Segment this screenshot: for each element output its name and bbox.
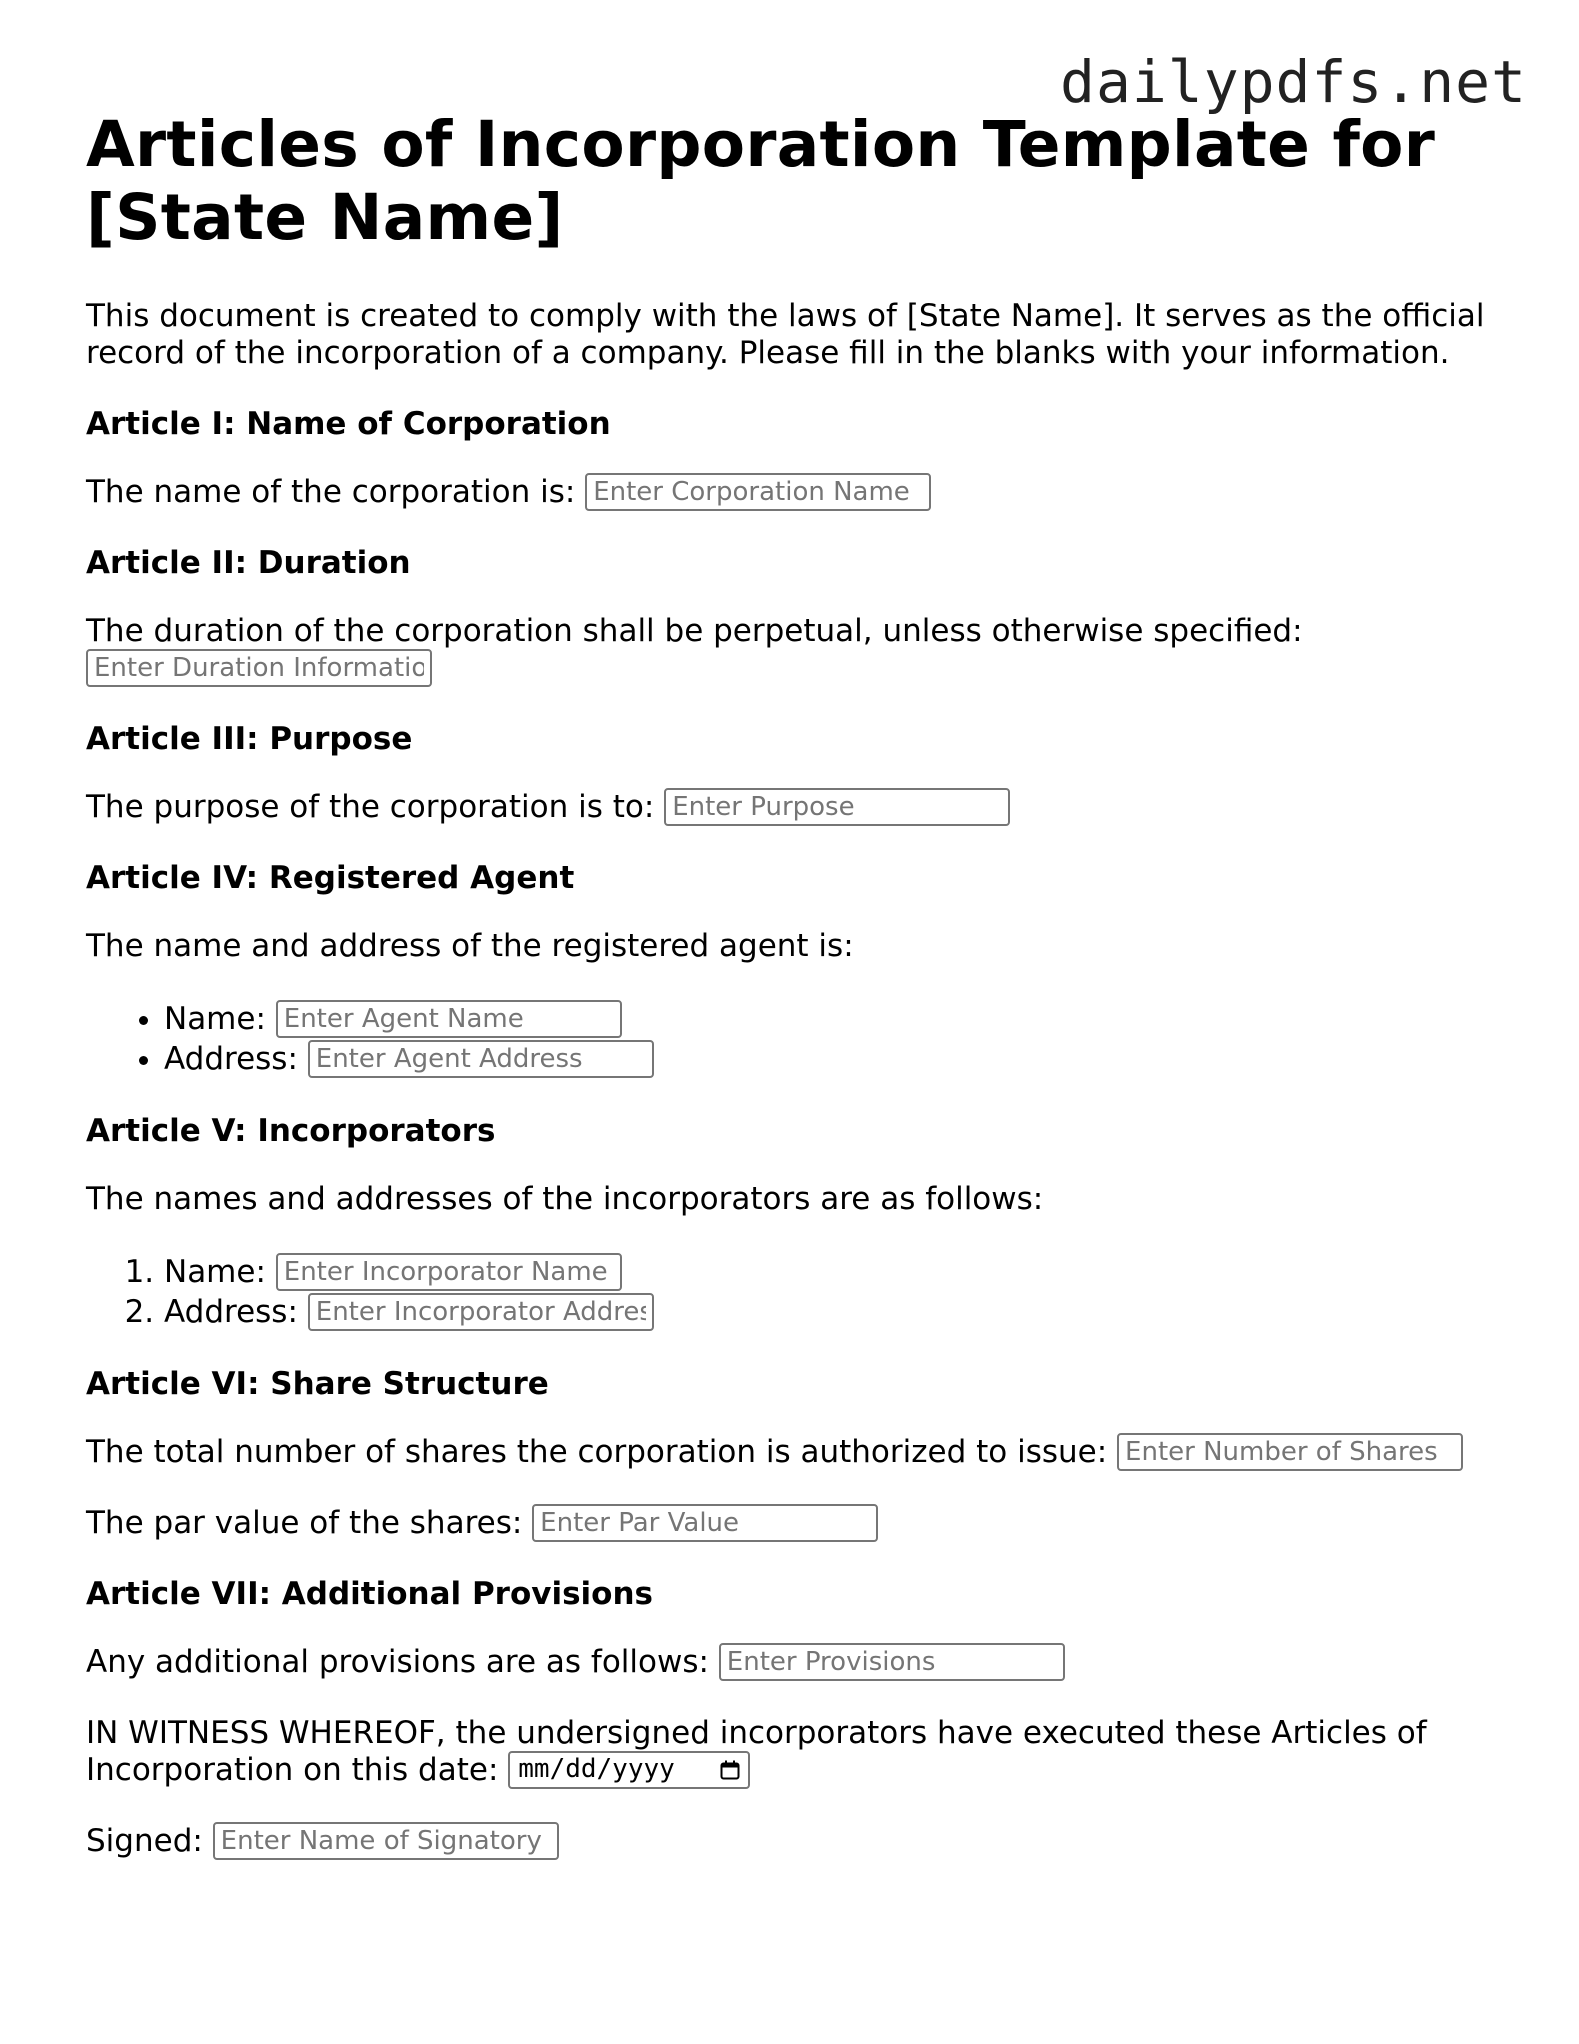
date-input[interactable]: [508, 1751, 750, 1789]
incorporator-name-input[interactable]: [276, 1253, 622, 1291]
registered-agent-list: [86, 999, 1506, 1079]
article-7-text: Any additional provisions are as follows:: [86, 1644, 709, 1680]
article-6-heading: Article VI: Share Structure: [86, 1366, 549, 1402]
witness-text: IN WITNESS WHEREOF, the undersigned incorporators have executed these Articles of Incorporation on this date:: [86, 1715, 1427, 1788]
provisions-input[interactable]: [719, 1643, 1065, 1681]
list-item: [164, 1292, 1506, 1332]
signatory-name-input[interactable]: [213, 1822, 559, 1860]
duration-input[interactable]: [86, 649, 432, 687]
article-3-line: [86, 789, 1506, 826]
article-1-line: [86, 474, 1506, 511]
shares-line: [86, 1434, 1506, 1471]
intro-paragraph: This document is created to comply with the laws of [State Name]. It serves as the official record of the incorporation of a company. Please fill in the blanks with your information.: [86, 298, 1485, 371]
agent-address-input[interactable]: [308, 1040, 654, 1078]
article-3-text: The purpose of the corporation is to:: [86, 789, 655, 825]
shares-text: The total number of shares the corporation is authorized to issue:: [86, 1434, 1108, 1470]
article-4-heading: Article IV: Registered Agent: [86, 860, 575, 896]
article-3-heading: Article III: Purpose: [86, 721, 413, 757]
article-5-text: The names and addresses of the incorporators are as follows:: [86, 1181, 1044, 1217]
article-1-heading: Article I: Name of Corporation: [86, 406, 611, 442]
corporation-name-input[interactable]: [585, 473, 931, 511]
document-body: [86, 108, 1506, 1894]
list-item: [164, 1039, 1506, 1079]
signed-line: [86, 1823, 1506, 1860]
incorporator-name-label: Name:: [164, 1254, 266, 1290]
par-value-input[interactable]: [532, 1504, 878, 1542]
date-placeholder: mm/dd/yyyy: [518, 1754, 675, 1784]
article-1-text: The name of the corporation is:: [86, 474, 576, 510]
article-2-text: The duration of the corporation shall be perpetual, unless otherwise specified:: [86, 613, 1303, 649]
article-5-heading: Article V: Incorporators: [86, 1113, 496, 1149]
par-value-text: The par value of the shares:: [86, 1505, 523, 1541]
incorporators-list: [86, 1252, 1506, 1332]
list-item: [164, 999, 1506, 1039]
agent-name-label: Name:: [164, 1001, 266, 1037]
calendar-icon[interactable]: [720, 1760, 740, 1780]
incorporator-address-input[interactable]: [308, 1293, 654, 1331]
agent-address-label: Address:: [164, 1041, 298, 1077]
list-item: [164, 1252, 1506, 1292]
signed-label: Signed:: [86, 1823, 203, 1859]
agent-name-input[interactable]: [276, 1000, 622, 1038]
purpose-input[interactable]: [664, 788, 1010, 826]
number-of-shares-input[interactable]: [1117, 1433, 1463, 1471]
article-7-heading: Article VII: Additional Provisions: [86, 1576, 653, 1612]
article-7-line: [86, 1644, 1506, 1681]
article-4-text: The name and address of the registered agent is:: [86, 928, 854, 964]
watermark: dailypdfs.net: [1060, 48, 1527, 116]
par-value-line: [86, 1505, 1506, 1542]
article-2-heading: Article II: Duration: [86, 545, 411, 581]
article-2-line: [86, 613, 1506, 687]
incorporator-address-label: Address:: [164, 1294, 298, 1330]
witness-line: [86, 1715, 1506, 1789]
page-title: Articles of Incorporation Template for [State Name]: [86, 108, 1436, 254]
